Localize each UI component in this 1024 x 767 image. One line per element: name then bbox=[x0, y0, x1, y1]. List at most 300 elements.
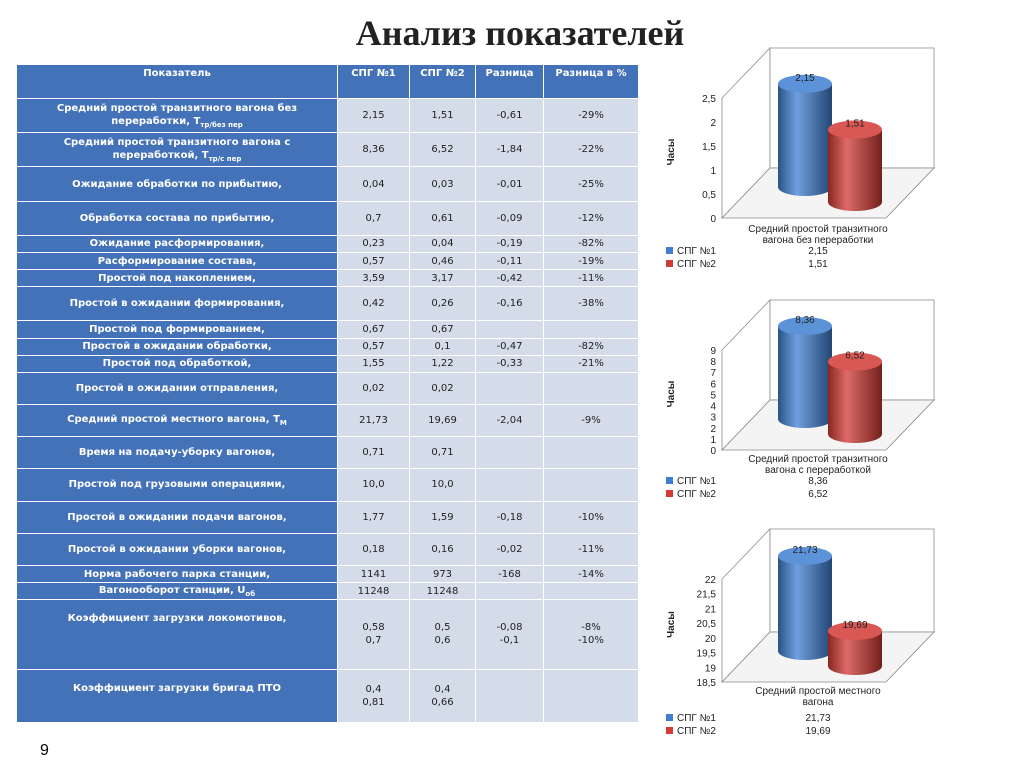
indicator-name-text: Простой в ожидании подачи вагонов, bbox=[67, 511, 287, 523]
spg1-value-line: 0,71 bbox=[362, 447, 385, 459]
spg2-value-line: 11248 bbox=[426, 585, 459, 597]
difference-value-line: -2,04 bbox=[496, 415, 523, 427]
category-label-line-1: Средний простой транзитного bbox=[748, 224, 888, 235]
indicator-name bbox=[17, 372, 338, 404]
spg2-value-line: 0,61 bbox=[431, 212, 454, 224]
spg1-value-line: 1141 bbox=[360, 568, 387, 580]
indicator-name-text: Простой в ожидании формирования, bbox=[69, 298, 285, 310]
indicator-name-text: Простой под накоплением, bbox=[98, 272, 256, 284]
spg2-value bbox=[410, 501, 476, 533]
table-row bbox=[17, 404, 639, 436]
difference-value-line: -0,08 bbox=[496, 622, 523, 634]
spg1-value bbox=[338, 287, 410, 321]
indicator-name-text: Простой под грузовыми операциями, bbox=[68, 479, 286, 491]
difference-percent-value bbox=[544, 201, 639, 235]
difference-percent-value bbox=[544, 99, 639, 133]
difference-value bbox=[476, 270, 544, 287]
spg1-value bbox=[338, 201, 410, 235]
difference-value-line: -0,61 bbox=[496, 110, 523, 122]
spg2-value bbox=[410, 469, 476, 501]
indicator-name bbox=[17, 437, 338, 469]
spg2-value-line: 0,26 bbox=[431, 298, 454, 310]
spg1-value bbox=[338, 355, 410, 372]
difference-percent-value bbox=[544, 501, 639, 533]
indicator-name bbox=[17, 565, 338, 582]
difference-value-line: -1,84 bbox=[496, 144, 523, 156]
difference-percent-value-line: -38% bbox=[578, 298, 604, 310]
difference-percent-value-line: -14% bbox=[578, 568, 604, 580]
spg1-value bbox=[338, 235, 410, 252]
indicator-subscript: об bbox=[245, 589, 256, 598]
indicator-name bbox=[17, 583, 338, 600]
chart-transit-with-processing bbox=[640, 303, 1020, 513]
spg1-value-line: 10,0 bbox=[362, 479, 385, 491]
legend-swatch bbox=[666, 490, 673, 497]
difference-value bbox=[476, 321, 544, 338]
bar-spg2 bbox=[828, 130, 882, 211]
difference-percent-value bbox=[544, 600, 639, 669]
table-body bbox=[17, 99, 639, 723]
legend-swatch bbox=[666, 714, 673, 721]
difference-percent-value bbox=[544, 404, 639, 436]
y-tick-label: 1,5 bbox=[702, 142, 716, 153]
spg2-value-line: 1,22 bbox=[431, 358, 454, 370]
y-axis-label: Часы bbox=[666, 138, 677, 166]
spg1-value bbox=[338, 533, 410, 565]
indicator-subscript: тр/с пер bbox=[208, 154, 242, 163]
spg2-value-line: 1,59 bbox=[431, 511, 454, 523]
y-axis-label: Часы bbox=[666, 611, 677, 638]
category-label-line-1: Средний простой транзитного bbox=[748, 454, 888, 465]
difference-percent-value-line: -82% bbox=[578, 238, 604, 250]
spg1-value bbox=[338, 321, 410, 338]
difference-percent-value bbox=[544, 372, 639, 404]
y-tick-label: 2,5 bbox=[702, 94, 716, 105]
difference-value bbox=[476, 404, 544, 436]
difference-value bbox=[476, 287, 544, 321]
difference-value-line: -168 bbox=[498, 568, 521, 580]
legend-value: 21,73 bbox=[805, 713, 831, 724]
header-spg2: СПГ №2 bbox=[410, 65, 476, 99]
spg1-value-line: 0,02 bbox=[362, 382, 385, 394]
category-label-line-2: вагона без переработки bbox=[762, 235, 874, 246]
table-row bbox=[17, 201, 639, 235]
legend-swatch bbox=[666, 247, 673, 254]
y-tick-label: 0 bbox=[710, 446, 716, 457]
spg1-value bbox=[338, 372, 410, 404]
indicator-name-text: Ожидание обработки по прибытию, bbox=[72, 178, 282, 190]
spg2-value-line: 10,0 bbox=[431, 479, 454, 491]
difference-value-line: -0,33 bbox=[496, 358, 523, 370]
indicator-name-text: Коэффициент загрузки бригад ПТО bbox=[72, 682, 282, 694]
difference-value-line: -0,19 bbox=[496, 238, 523, 250]
table-row bbox=[17, 600, 639, 669]
indicator-name-text: Простой в ожидании обработки, bbox=[82, 341, 272, 353]
bar-spg1 bbox=[778, 326, 832, 428]
page-title: Анализ показателей bbox=[355, 13, 685, 53]
indicator-name-text: Норма рабочего парка станции, bbox=[83, 568, 271, 580]
category-label-line-2: вагона bbox=[802, 697, 834, 708]
difference-percent-value-line: -9% bbox=[581, 415, 601, 427]
difference-value bbox=[476, 600, 544, 669]
difference-percent-value-line: -22% bbox=[578, 144, 604, 156]
indicator-name-text: Коэффициент загрузки локомотивов, bbox=[67, 613, 287, 625]
y-tick-label: 20,5 bbox=[696, 619, 716, 631]
table-row bbox=[17, 583, 639, 600]
indicator-name bbox=[17, 167, 338, 201]
y-tick-label: 8 bbox=[710, 357, 716, 369]
spg2-value bbox=[410, 321, 476, 338]
indicator-name bbox=[17, 501, 338, 533]
category-label-line-2: вагона с переработкой bbox=[765, 465, 871, 476]
spg1-value-line: 21,73 bbox=[359, 415, 388, 427]
spg1-value-line: 0,7 bbox=[365, 212, 382, 224]
y-tick-label: 0,5 bbox=[702, 190, 716, 201]
table-row bbox=[17, 252, 639, 269]
difference-percent-value-line: -10% bbox=[578, 511, 604, 523]
spg1-value bbox=[338, 669, 410, 722]
difference-value bbox=[476, 355, 544, 372]
spg2-value bbox=[410, 600, 476, 669]
legend-label: СПГ №2 bbox=[677, 726, 716, 737]
indicator-name bbox=[17, 235, 338, 252]
difference-value-line: -0,42 bbox=[496, 272, 523, 284]
spg2-value bbox=[410, 355, 476, 372]
legend-label: СПГ №1 bbox=[677, 713, 716, 724]
spg2-value-line: 0,67 bbox=[431, 323, 454, 335]
difference-percent-value-line: -19% bbox=[578, 255, 604, 267]
spg2-value bbox=[410, 372, 476, 404]
category-label-line-1: Средний простой местного bbox=[755, 686, 881, 697]
indicator-name bbox=[17, 287, 338, 321]
difference-percent-value-line: -11% bbox=[578, 543, 604, 555]
indicator-name-text: Вагонооборот станции, U bbox=[98, 584, 246, 596]
spg1-value bbox=[338, 437, 410, 469]
indicator-name bbox=[17, 270, 338, 287]
y-tick-label: 9 bbox=[710, 346, 716, 357]
indicator-name bbox=[17, 99, 338, 133]
indicator-name bbox=[17, 321, 338, 338]
indicator-subscript: тр/без пер bbox=[200, 120, 243, 129]
difference-percent-value-line: -8% bbox=[581, 622, 601, 634]
spg2-value-line: 0,02 bbox=[431, 382, 454, 394]
spg2-value bbox=[410, 235, 476, 252]
y-tick-label: 2 bbox=[710, 118, 716, 129]
indicator-name-text: Простой под формированием, bbox=[89, 323, 265, 335]
spg2-value-line: 0,4 bbox=[434, 683, 451, 695]
spg2-value-line: 0,5 bbox=[434, 622, 451, 634]
header-indicator: Показатель bbox=[17, 65, 338, 99]
y-tick-label: 5 bbox=[710, 390, 716, 402]
table-row bbox=[17, 338, 639, 355]
difference-value bbox=[476, 437, 544, 469]
spg2-value bbox=[410, 201, 476, 235]
y-tick-label: 19 bbox=[704, 663, 716, 675]
y-tick-label: 20 bbox=[704, 633, 716, 645]
difference-percent-value bbox=[544, 133, 639, 167]
legend-label: СПГ №2 bbox=[677, 489, 716, 500]
table-row bbox=[17, 437, 639, 469]
difference-percent-value-line: -29% bbox=[578, 110, 604, 122]
y-tick-label: 2 bbox=[710, 423, 716, 435]
data-label: 6,52 bbox=[845, 350, 865, 362]
indicator-name-text: Средний простой местного вагона, Т bbox=[67, 414, 280, 425]
legend-label: СПГ №1 bbox=[677, 246, 716, 257]
y-tick-label: 4 bbox=[710, 401, 716, 413]
spg1-value-line: 0,4 bbox=[365, 683, 382, 695]
spg2-value-line: 19,69 bbox=[428, 415, 457, 427]
spg2-value bbox=[410, 252, 476, 269]
spg2-value bbox=[410, 167, 476, 201]
table-row bbox=[17, 99, 639, 133]
indicator-name-text: Простой под обработкой, bbox=[102, 358, 252, 370]
spg2-value bbox=[410, 133, 476, 167]
legend-label: СПГ №1 bbox=[677, 476, 716, 487]
spg1-value bbox=[338, 583, 410, 600]
spg1-value-line: 1,77 bbox=[362, 511, 385, 523]
table-row bbox=[17, 565, 639, 582]
data-label: 1,51 bbox=[845, 118, 865, 130]
spg2-value-line: 0,71 bbox=[431, 447, 454, 459]
difference-percent-value-line: -12% bbox=[578, 212, 604, 224]
indicator-name bbox=[17, 669, 338, 722]
spg1-value bbox=[338, 565, 410, 582]
bar-spg2 bbox=[828, 362, 882, 443]
data-label: 21,73 bbox=[792, 544, 818, 556]
legend-swatch bbox=[666, 260, 673, 267]
spg1-value bbox=[338, 270, 410, 287]
spg1-value-line: 2,15 bbox=[362, 110, 385, 122]
data-label: 19,69 bbox=[842, 619, 868, 631]
indicator-name-text: Ожидание расформирования, bbox=[89, 238, 265, 250]
difference-percent-value bbox=[544, 355, 639, 372]
indicator-name bbox=[17, 133, 338, 167]
indicator-subscript: М bbox=[279, 419, 287, 427]
spg1-value bbox=[338, 133, 410, 167]
legend-swatch bbox=[666, 477, 673, 484]
spg1-value-line: 0,57 bbox=[362, 341, 385, 353]
spg2-value bbox=[410, 565, 476, 582]
y-tick-label: 19,5 bbox=[696, 648, 716, 660]
spg2-value-line: 3,17 bbox=[431, 272, 454, 284]
y-axis-label: Часы bbox=[666, 380, 677, 408]
indicator-name-text: Средний простой транзитного вагона без переработки, Т bbox=[56, 102, 298, 127]
spg1-value bbox=[338, 167, 410, 201]
spg1-value-line: 0,04 bbox=[362, 178, 385, 190]
spg1-value bbox=[338, 501, 410, 533]
table-row bbox=[17, 270, 639, 287]
difference-percent-value-line: -82% bbox=[578, 341, 604, 353]
difference-percent-value bbox=[544, 287, 639, 321]
spg1-value-line: 0,18 bbox=[362, 543, 385, 555]
indicator-name bbox=[17, 338, 338, 355]
legend-swatch bbox=[666, 727, 673, 734]
spg2-value-line-2: 0,66 bbox=[431, 696, 454, 708]
difference-value bbox=[476, 201, 544, 235]
spg2-value bbox=[410, 437, 476, 469]
spg2-value bbox=[410, 99, 476, 133]
table-row bbox=[17, 501, 639, 533]
table-row bbox=[17, 235, 639, 252]
difference-percent-value-line-2: -10% bbox=[578, 635, 604, 647]
y-tick-label: 1 bbox=[710, 434, 716, 446]
indicator-name-text: Средний простой транзитного вагона с переработкой, Т bbox=[63, 136, 291, 161]
indicators-table bbox=[16, 64, 639, 723]
table-row bbox=[17, 372, 639, 404]
difference-value bbox=[476, 99, 544, 133]
category-label bbox=[748, 454, 888, 476]
indicator-name-text: Простой в ожидании уборки вагонов, bbox=[67, 543, 287, 555]
bar-spg1 bbox=[778, 556, 832, 660]
difference-value-line: -0,02 bbox=[496, 543, 523, 555]
difference-percent-value bbox=[544, 469, 639, 501]
difference-percent-value-line: -25% bbox=[578, 178, 604, 190]
spg1-value-line: 0,67 bbox=[362, 323, 385, 335]
table-row bbox=[17, 167, 639, 201]
indicator-name-text: Время на подачу-уборку вагонов, bbox=[78, 447, 276, 459]
difference-value bbox=[476, 469, 544, 501]
spg2-value-line: 6,52 bbox=[431, 144, 454, 156]
legend-label: СПГ №2 bbox=[677, 259, 716, 270]
data-label: 8,36 bbox=[795, 315, 815, 327]
y-tick-label: 21 bbox=[704, 604, 716, 616]
difference-value bbox=[476, 533, 544, 565]
spg2-value-line: 0,04 bbox=[431, 238, 454, 250]
legend-value: 8,36 bbox=[808, 476, 828, 487]
difference-value-line: -0,11 bbox=[496, 255, 523, 267]
indicator-name-text: Простой в ожидании отправления, bbox=[75, 382, 279, 394]
difference-value-line: -0,09 bbox=[496, 212, 523, 224]
difference-value bbox=[476, 338, 544, 355]
category-label bbox=[748, 224, 888, 246]
difference-value-line: -0,16 bbox=[496, 298, 523, 310]
spg1-value-line: 11248 bbox=[357, 585, 390, 597]
y-tick-label: 0 bbox=[710, 214, 716, 225]
difference-percent-value bbox=[544, 270, 639, 287]
spg1-value bbox=[338, 338, 410, 355]
spg1-value bbox=[338, 404, 410, 436]
difference-value-line: -0,18 bbox=[496, 511, 523, 523]
y-tick-label: 21,5 bbox=[696, 589, 716, 601]
spg2-value-line: 0,46 bbox=[431, 255, 454, 267]
spg1-value bbox=[338, 252, 410, 269]
table-row bbox=[17, 287, 639, 321]
category-label bbox=[755, 686, 881, 708]
y-tick-label: 3 bbox=[710, 412, 716, 424]
spg2-value-line: 1,51 bbox=[431, 110, 454, 122]
difference-value-line: -0,01 bbox=[496, 178, 523, 190]
difference-percent-value bbox=[544, 583, 639, 600]
indicator-name bbox=[17, 355, 338, 372]
difference-percent-value bbox=[544, 167, 639, 201]
spg1-value-line: 0,57 bbox=[362, 255, 385, 267]
indicator-name bbox=[17, 252, 338, 269]
indicator-name bbox=[17, 600, 338, 669]
difference-percent-value bbox=[544, 321, 639, 338]
spg2-value bbox=[410, 533, 476, 565]
bar-spg1 bbox=[778, 84, 832, 196]
spg1-value-line: 0,58 bbox=[362, 622, 385, 634]
chart-transit-no-processing bbox=[640, 50, 1020, 290]
indicator-name bbox=[17, 404, 338, 436]
difference-percent-value-line: -11% bbox=[578, 272, 604, 284]
legend-value: 19,69 bbox=[805, 726, 831, 737]
spg2-value bbox=[410, 404, 476, 436]
indicator-name bbox=[17, 469, 338, 501]
table-row bbox=[17, 133, 639, 167]
table-row bbox=[17, 669, 639, 722]
chart-local-wagon bbox=[640, 535, 1020, 740]
difference-value-line-2: -0,1 bbox=[499, 635, 520, 647]
y-tick-label: 22 bbox=[704, 575, 716, 586]
difference-percent-value bbox=[544, 565, 639, 582]
spg1-value-line: 1,55 bbox=[362, 358, 385, 370]
spg1-value-line-2: 0,7 bbox=[365, 635, 382, 647]
difference-value bbox=[476, 565, 544, 582]
spg2-value bbox=[410, 270, 476, 287]
spg1-value-line-2: 0,81 bbox=[362, 696, 385, 708]
table-row bbox=[17, 321, 639, 338]
difference-value-line: -0,47 bbox=[496, 341, 523, 353]
spg2-value-line: 0,16 bbox=[431, 543, 454, 555]
table-row bbox=[17, 469, 639, 501]
indicator-name bbox=[17, 201, 338, 235]
header-difference: Разница bbox=[476, 65, 544, 99]
spg1-value-line: 0,23 bbox=[362, 238, 385, 250]
difference-percent-value bbox=[544, 533, 639, 565]
difference-value bbox=[476, 252, 544, 269]
difference-percent-value-line: -21% bbox=[578, 358, 604, 370]
difference-value bbox=[476, 133, 544, 167]
difference-percent-value bbox=[544, 669, 639, 722]
difference-value bbox=[476, 669, 544, 722]
table-row bbox=[17, 533, 639, 565]
spg2-value bbox=[410, 338, 476, 355]
indicator-name-text: Обработка состава по прибытию, bbox=[79, 212, 275, 224]
spg1-value-line: 0,42 bbox=[362, 298, 385, 310]
data-label: 2,15 bbox=[795, 72, 815, 84]
page-number: 9 bbox=[40, 742, 49, 759]
y-tick-label: 6 bbox=[710, 379, 716, 391]
spg2-value bbox=[410, 669, 476, 722]
legend-value: 2,15 bbox=[808, 246, 828, 257]
header-spg1: СПГ №1 bbox=[338, 65, 410, 99]
difference-percent-value bbox=[544, 437, 639, 469]
difference-value bbox=[476, 501, 544, 533]
spg2-value-line: 973 bbox=[432, 568, 453, 580]
spg1-value bbox=[338, 600, 410, 669]
table-row bbox=[17, 355, 639, 372]
y-tick-label: 7 bbox=[710, 368, 716, 380]
spg2-value-line: 0,03 bbox=[431, 178, 454, 190]
spg1-value bbox=[338, 99, 410, 133]
difference-percent-value bbox=[544, 235, 639, 252]
legend-value: 6,52 bbox=[808, 489, 828, 500]
difference-value bbox=[476, 372, 544, 404]
legend-value: 1,51 bbox=[808, 259, 828, 270]
difference-value bbox=[476, 167, 544, 201]
spg2-value bbox=[410, 583, 476, 600]
indicator-name-text: Расформирование состава, bbox=[97, 255, 257, 267]
difference-value bbox=[476, 235, 544, 252]
header-difference-percent: Разница в % bbox=[544, 65, 639, 99]
difference-percent-value bbox=[544, 252, 639, 269]
y-tick-label: 18,5 bbox=[696, 678, 716, 689]
spg1-value-line: 3,59 bbox=[362, 272, 385, 284]
spg1-value bbox=[338, 469, 410, 501]
spg2-value bbox=[410, 287, 476, 321]
spg2-value-line: 0,1 bbox=[434, 341, 451, 353]
